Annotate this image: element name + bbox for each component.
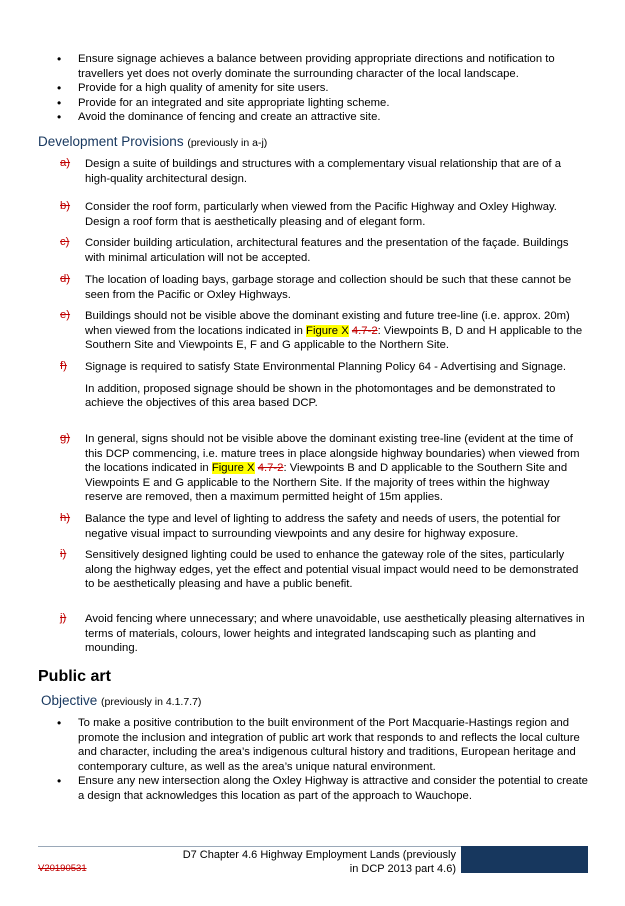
provision-marker: f)	[60, 360, 67, 372]
footer-color-block	[461, 846, 588, 873]
text-segment: : Viewpoints B, D and H applicable to the Southern Site and Viewpoints E, F and G applicable to the Northern Site.	[85, 324, 583, 352]
provision-f	[60, 360, 588, 411]
list-item: • To make a positive contribution to the built environment of the Port Macquarie-Hastings region and promote the inclusion and integration of public art work that responds to and reflects the local culture and character, including the area’s indigenous cultural history and traditions, European heritage and contemporary culture, as well as the area’s unique natural environment.	[57, 716, 592, 774]
deleted-text: 4.7-2	[351, 324, 378, 337]
heading-title: Development Provisions	[38, 134, 184, 149]
provision-text: Balance the type and level of lighting to address the safety and needs of users, the potential for negative visual impact to surrounding viewpoints and any desire for highway exposure.	[85, 513, 561, 540]
footer-line-1: D7 Chapter 4.6 Highway Employment Lands (previously	[182, 849, 456, 861]
provision-text: The location of loading bays, garbage storage and collection should be such that these cannot be seen from the Pacific or Oxley Highways.	[85, 274, 572, 301]
provision-paragraph: Signage is required to satisfy State Environmental Planning Policy 64 - Advertising and Signage.	[85, 361, 567, 373]
list-item: • Avoid the dominance of fencing and create an attractive site.	[57, 110, 592, 125]
provision-text: Design a suite of buildings and structures with a complementary visual relationship that are of a high-quality architectural design.	[85, 158, 561, 185]
list-item: • Provide for a high quality of amenity for site users.	[57, 81, 592, 96]
heading-note: (previously in 4.1.7.7)	[101, 696, 202, 708]
figure-reference-link[interactable]: Figure X	[306, 324, 349, 337]
provision-marker: c)	[60, 236, 70, 248]
provision-marker: j)	[60, 612, 67, 624]
list-item: • Ensure signage achieves a balance between providing appropriate directions and notification to travellers yet does not overly dominate the surrounding character of the local landscape.	[57, 52, 592, 81]
provision-marker: g)	[60, 432, 71, 444]
objective-heading	[41, 693, 201, 708]
public-art-bullet-list	[57, 716, 592, 804]
provision-text: Consider the roof form, particularly when viewed from the Pacific Highway and Oxley Highway. Design a roof form that is aesthetically pleasing and of elegant form.	[85, 201, 557, 228]
provision-h	[60, 512, 588, 541]
provision-paragraph: In addition, proposed signage should be shown in the photomontages and be demonstrated to achieve the objectives of this area based DCP.	[85, 382, 556, 410]
figure-reference-link[interactable]: Figure X	[211, 462, 255, 475]
provision-g	[60, 432, 588, 505]
list-item: • Provide for an integrated and site appropriate lighting scheme.	[57, 96, 592, 111]
provision-j	[60, 612, 588, 656]
provision-a	[60, 157, 588, 186]
development-provisions-heading	[38, 134, 267, 149]
provision-marker: e)	[60, 309, 71, 321]
text-segment: Buildings should not be visible above the dominant existing and future tree-line (i.e. approx. 20m) when viewed from the locations indicated in	[85, 310, 570, 337]
heading-title: Objective	[41, 693, 98, 708]
top-bullet-list	[57, 52, 592, 125]
footer-version: V20190531	[38, 863, 87, 874]
provision-c	[60, 236, 588, 265]
provision-b	[60, 200, 588, 229]
provision-text: Avoid fencing where unnecessary; and where unavoidable, use aesthetically pleasing alternatives in terms of materials, colours, lower heights and integrated landscaping such as planting and mounding.	[85, 613, 585, 655]
footer-line-2: in DCP 2013 part 4.6)	[349, 863, 456, 875]
public-art-heading: Public art	[38, 668, 111, 685]
provision-text	[85, 360, 588, 411]
footer-title	[150, 848, 456, 876]
provision-marker: h)	[60, 512, 71, 524]
text-segment: : Viewpoints B and D applicable to the Southern Site and Viewpoints E and G applicable to the Northern Site. If the majority of trees within the highway reserve are removed, then a maximum permitted height of 15m applies.	[85, 462, 568, 504]
provision-d	[60, 273, 588, 302]
provision-marker: d)	[60, 273, 71, 285]
provision-text: Sensitively designed lighting could be used to enhance the gateway role of the sites, particularly along the highway edges, yet the effect and potential visual impact would need to be demonstrated to be aesthetically pleasing and have a public benefit.	[85, 549, 579, 591]
provision-text	[85, 432, 588, 505]
provision-marker: b)	[60, 200, 71, 212]
provision-i	[60, 548, 588, 592]
provision-marker: i)	[60, 548, 67, 560]
deleted-text: 4.7-2	[257, 462, 284, 475]
list-item: • Ensure any new intersection along the Oxley Highway is attractive and consider the potential to create a design that acknowledges this location as part of the approach to Wauchope.	[57, 774, 592, 803]
provision-text: Consider building articulation, architectural features and the presentation of the façade. Buildings with minimal articulation will not be accepted.	[85, 237, 569, 264]
text-segment: In general, signs should not be visible above the dominant existing tree-line (evident at the time of this DCP commencing, i.e. mature trees in place alongside highway boundaries) when viewed from the locations indicated in	[85, 433, 580, 475]
provision-e	[60, 309, 588, 353]
provision-marker: a)	[60, 157, 71, 169]
provision-text	[85, 309, 588, 353]
heading-note: (previously in a-j)	[187, 137, 268, 149]
